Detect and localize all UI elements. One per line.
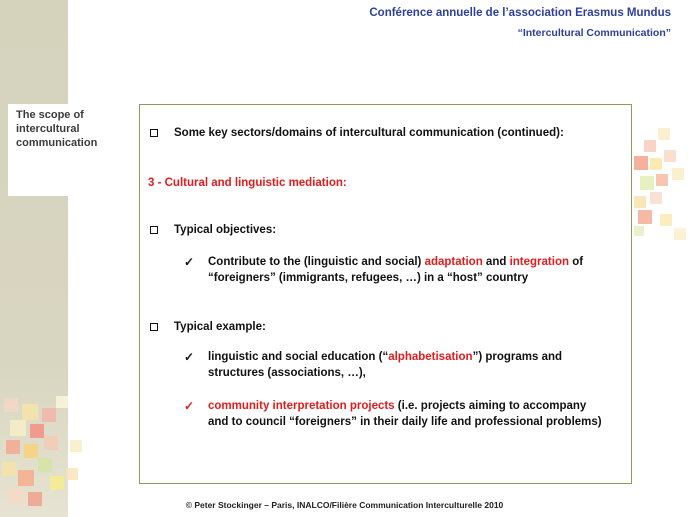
- square-bullet-icon: [150, 226, 158, 234]
- alphabetisation-highlight: alphabetisation: [388, 351, 473, 363]
- scope-label: The scope of intercultural communication: [16, 109, 98, 149]
- objectives-label: Typical objectives:: [174, 224, 277, 236]
- example1-line-1: [208, 349, 562, 365]
- objective-line-1: [208, 254, 583, 270]
- example-label: Typical example:: [174, 321, 266, 333]
- example2-line-2: and to council “foreigners” in their daily life and professional problems): [208, 416, 602, 428]
- example1-text: linguistic and social education (“: [208, 351, 389, 363]
- example1-text-end: ”) programs and: [472, 351, 563, 363]
- objective-line-2: “foreigners” (immigrants, refugees, …) in a “host” country: [208, 272, 529, 284]
- objective-text: Contribute to the (linguistic and social): [208, 256, 425, 268]
- square-bullet-icon: [150, 323, 158, 331]
- example1-line-2: structures (associations, …),: [208, 367, 366, 379]
- objective-of: of: [569, 256, 584, 268]
- square-bullet-icon: [150, 129, 158, 137]
- section-title: 3 - Cultural and linguistic mediation:: [148, 177, 347, 189]
- footer-copyright: © Peter Stockinger – Paris, INALCO/Filière Communication Interculturelle 2010: [185, 500, 504, 510]
- adaptation-highlight: adaptation: [424, 256, 483, 268]
- example2-line-1: [208, 398, 586, 414]
- community-interpretation-highlight: community interpretation projects: [208, 400, 395, 412]
- header-subtitle: “Intercultural Communication”: [517, 27, 671, 39]
- checkmark-icon: ✓: [184, 399, 195, 413]
- content-heading: Some key sectors/domains of intercultural communication (continued):: [174, 127, 564, 139]
- example2-text: (i.e. projects aiming to accompany: [394, 400, 587, 412]
- checkmark-icon: ✓: [184, 255, 195, 269]
- integration-highlight: integration: [509, 256, 569, 268]
- checkmark-icon: ✓: [184, 350, 195, 364]
- header-title: Conférence annuelle de l’association Erasmus Mundus: [369, 7, 671, 19]
- objective-and: and: [482, 256, 510, 268]
